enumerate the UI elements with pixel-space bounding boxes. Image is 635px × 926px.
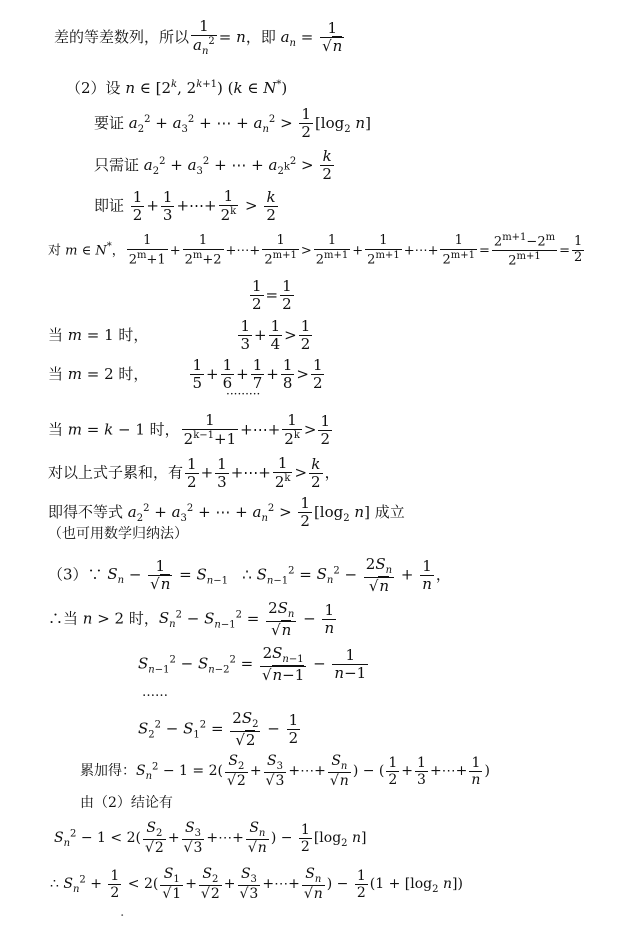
line-11: 当 m = k − 1 时， $\frac{1}{2^{k-1}+1}$ +⋯+ $\frac{1}{2^k}$ > $\frac{1}{2}$	[48, 411, 330, 449]
line-19: $S_2^2 - S_1^2$ = $\frac{2S_2}{√2}$ − $\frac{1}{2}$	[138, 709, 299, 749]
line-17: $S_{n-1}^2 - S_{n-2}^2$ = $\frac{2S_{n-1}}{√n-1}$ − $\frac{1}{n-1}$	[138, 644, 367, 684]
line-12: 对以上式子累和，有 $\frac{1}{2}$ + $\frac{1}{3}$ +⋯+ $\frac{1}{2^k}$ > $\frac{k}{2}$ ，	[48, 454, 340, 492]
line-7: $\frac{1}{2}$ = $\frac{1}{2}$	[252, 277, 292, 314]
line-20: 累加得：$S_n^2 - 1 = 2$( $\frac{S_2}{√2}$ + $\frac{S_3}{√3}$ +⋯+ $\frac{S_n}{√n}$ ) − ( $\frac{1}{2}$ + $\frac{1}{3}$ +⋯+ $\frac{1}{n}$ )	[80, 753, 490, 790]
line-23: ∴ $S_n^2$ + $\frac{1}{2}$ < 2( $\frac{S_1}{√1}$ + $\frac{S_2}{√2}$ + $\frac{S_3}{√3}$ +⋯+ $\frac{S_n}{√n}$ ) − $\frac{1}{2}$ ($1 + [\log_2$ n])	[50, 866, 463, 903]
line-8: 当 m = 1 时， $\frac{1}{3}$ + $\frac{1}{4}$ > $\frac{1}{2}$	[48, 317, 311, 354]
line-18-dots: ……	[142, 685, 168, 700]
line-10-dots: ·········	[226, 387, 261, 401]
line-15: （3）∵ $S_n$ − $\frac{1}{√n}$ = $S_{n-1}$ ∴ $S_{n-1}^2 = S_n^2$ − $\frac{2S_n}{√n}$ + $\frac{1}{n}$ ，	[48, 555, 451, 595]
scan-dot: ·	[120, 908, 125, 924]
line-16: ∴当 n > 2 时，$S_n^2 - S_{n-1}^2$ = $\frac{2S_n}{√n}$ − $\frac{1}{n}$	[48, 599, 335, 639]
line-21: 由（2）结论有	[80, 795, 173, 811]
line-5: 即证 $\frac{1}{2}$ + $\frac{1}{3}$ +⋯+ $\frac{1}{2^k}$ > $\frac{k}{2}$	[94, 187, 276, 225]
line-13: 即得不等式 $a_2^2 + a_3^2$ + ⋯ + $a_n^2$ > $\frac{1}{2}$ [$\log_2$ n] 成立	[48, 494, 405, 531]
line-9: 当 m = 2 时， $\frac{1}{5}$ + $\frac{1}{6}$ + $\frac{1}{7}$ + $\frac{1}{8}$ > $\frac{1}{2}$	[48, 356, 323, 393]
line-2: （2）设 n ∈ [2$^k$, $2^{k+1}$) (k ∈ N*)	[66, 79, 288, 97]
line-6: 对 m ∈ N*， $\frac{1}{2^m+1}$ + $\frac{1}{2^m+2}$ +⋯+ $\frac{1}{2^{m+1}}$ > $\frac{1}{2^{m+1}}$ + $\frac{1}{2^{m+1}}$ +⋯+ $\frac{1}{2^{m+1}}$ = $\frac{2^{m+1}-2^m}{2^{m+1}}$ = $\frac{1}{2}$	[48, 232, 583, 269]
line-22: $S_n^2 - 1 < 2$( $\frac{S_2}{√2}$ + $\frac{S_3}{√3}$ +⋯+ $\frac{S_n}{√n}$ ) − $\frac{1}{2}$ [$\log_2$ n]	[54, 820, 367, 857]
line-3: 要证 $a_2^2 + a_3^2$ + ⋯ + $a_n^2$ > $\frac{1}{2}$ [$\log_2$ n]	[94, 105, 371, 142]
line-4: 只需证 $a_2^2 + a_3^2$ + ⋯ + $a_{2^k}^2$ > $\frac{k}{2}$	[94, 147, 332, 184]
line-14: （也可用数学归纳法）	[48, 526, 188, 542]
line-1: 差的等差数列，所以 $\frac{1}{a_n^2}$ = n，即 $a_n$ = $\frac{1}{√n}$	[54, 17, 343, 58]
